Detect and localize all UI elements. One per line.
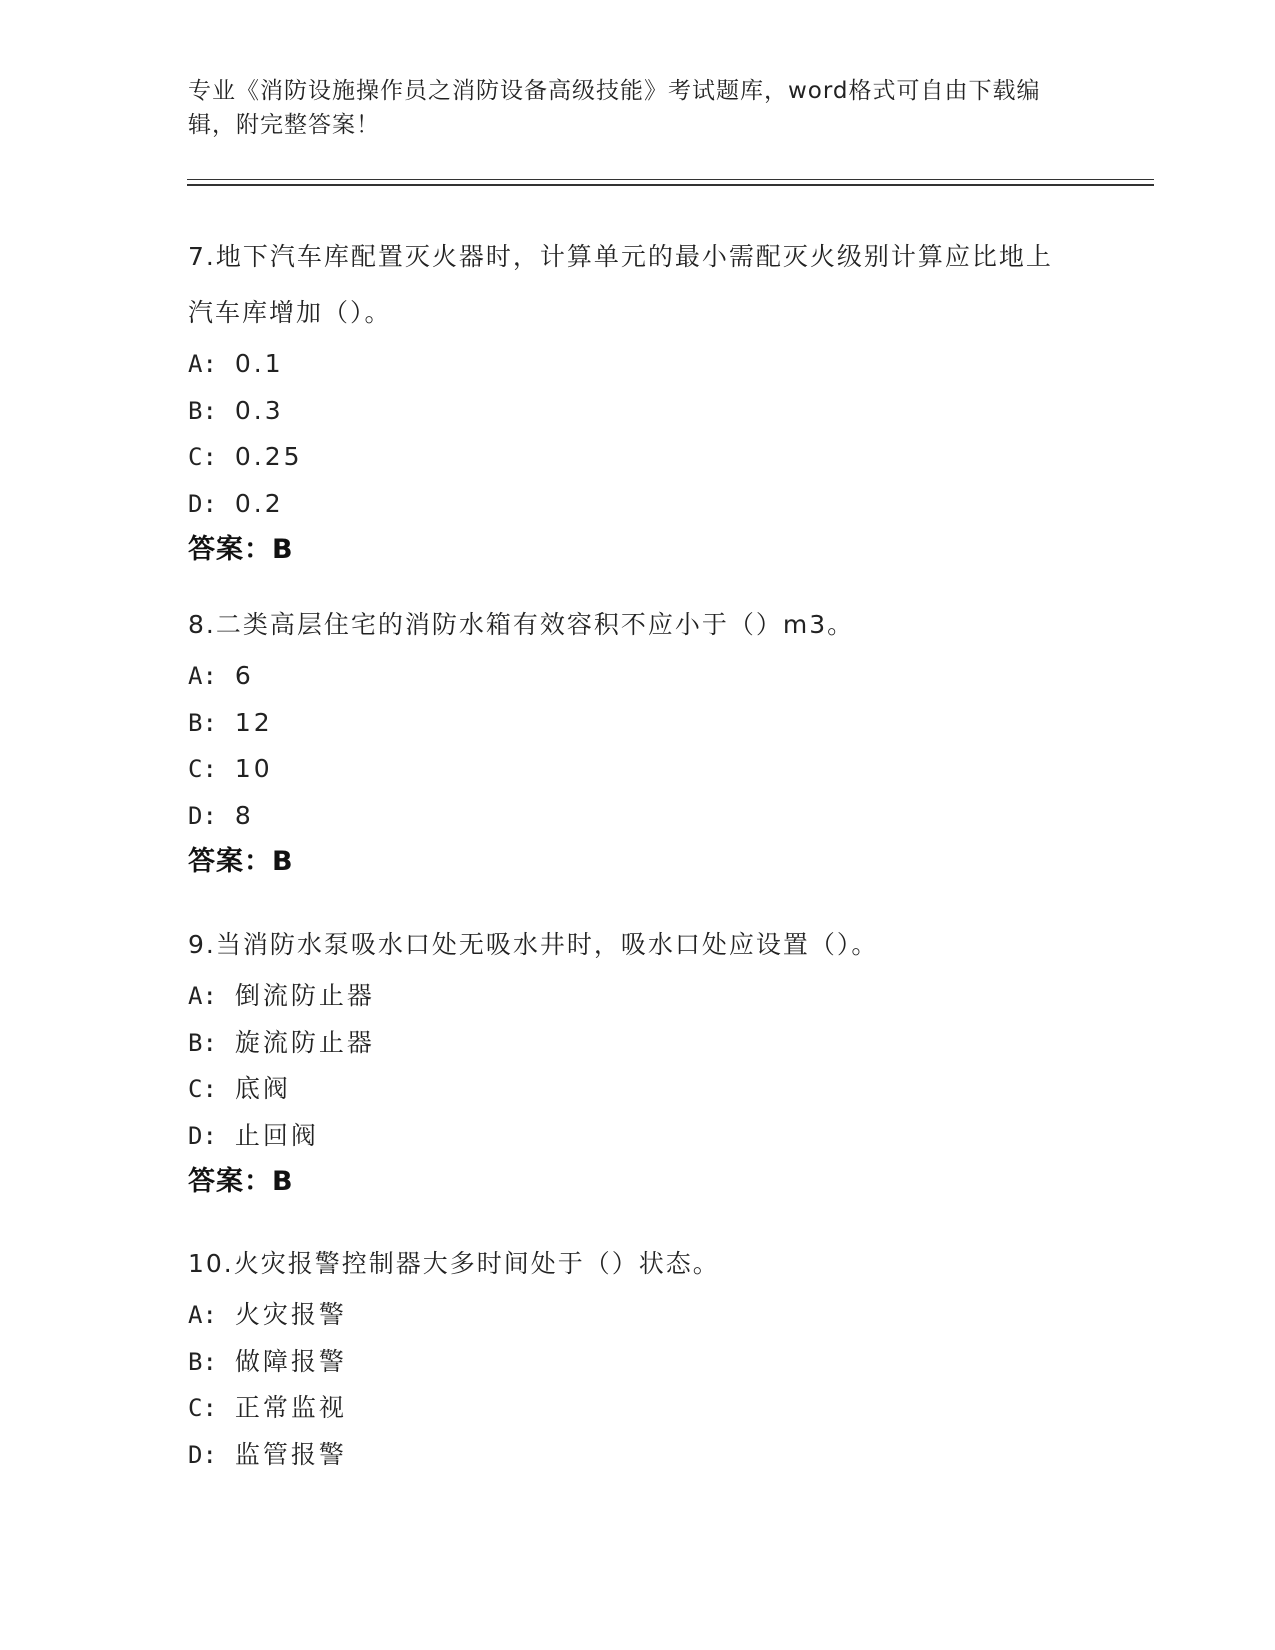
option-text: 做障报警 — [234, 1346, 347, 1376]
option-a — [188, 973, 1068, 1020]
question-stem: 10.火灾报警控制器大多时间处于（）状态。 — [188, 1249, 720, 1278]
option-letter: A: — [188, 662, 217, 690]
option-letter: B: — [188, 1347, 217, 1376]
option-text: 监管报警 — [234, 1439, 347, 1469]
option-d — [188, 481, 1068, 528]
option-letter: C: — [188, 1394, 217, 1422]
option-a — [188, 1292, 1068, 1339]
option-a — [188, 653, 1068, 700]
option-c — [188, 746, 1068, 793]
question-8 — [188, 597, 1068, 885]
option-text: 12 — [234, 707, 273, 737]
document-header: 专业《消防设施操作员之消防设备高级技能》考试题库，word格式可自由下载编辑，附完整答案！ — [188, 78, 1041, 138]
option-letter: D: — [188, 801, 217, 830]
option-c — [188, 1066, 1068, 1113]
option-d — [188, 793, 1068, 840]
option-text: 正常监视 — [234, 1393, 347, 1422]
option-text: 0.1 — [234, 349, 284, 378]
option-letter: D: — [188, 1440, 217, 1469]
option-letter: B: — [188, 708, 217, 737]
option-letter: A: — [188, 1301, 217, 1329]
option-c — [188, 1385, 1068, 1432]
option-d — [188, 1432, 1068, 1479]
option-text: 止回阀 — [234, 1120, 319, 1150]
option-text: 底阀 — [234, 1074, 291, 1103]
answer-line: 答案：B — [188, 846, 294, 877]
answer-line: 答案：B — [188, 534, 294, 565]
header-divider-thin — [187, 179, 1154, 180]
question-7 — [188, 229, 1068, 573]
option-c — [188, 434, 1068, 481]
option-letter: C: — [188, 755, 217, 783]
option-text: 6 — [234, 661, 254, 690]
option-b — [188, 1020, 1068, 1067]
option-text: 旋流防止器 — [234, 1027, 375, 1057]
option-text: 倒流防止器 — [234, 981, 375, 1010]
option-text: 10 — [234, 754, 273, 783]
option-b — [188, 1339, 1068, 1386]
option-letter: A: — [188, 982, 217, 1010]
option-a — [188, 341, 1068, 388]
question-9 — [188, 917, 1068, 1205]
answer-line: 答案：B — [188, 1166, 294, 1197]
question-stem: 9.当消防水泵吸水口处无吸水井时，吸水口处应设置（）。 — [188, 930, 879, 959]
question-stem: 8.二类高层住宅的消防水箱有效容积不应小于（）m3。 — [188, 610, 855, 639]
option-letter: B: — [188, 396, 217, 425]
option-letter: A: — [188, 350, 217, 378]
option-text: 0.3 — [234, 395, 284, 425]
option-letter: C: — [188, 443, 217, 471]
question-10 — [188, 1236, 1068, 1478]
option-letter: C: — [188, 1075, 217, 1103]
header-divider-thick — [187, 184, 1154, 186]
question-stem: 7.地下汽车库配置灭火器时，计算单元的最小需配灭火级别计算应比地上汽车库增加（）。 — [188, 242, 1053, 327]
option-text: 8 — [234, 800, 254, 830]
option-b — [188, 700, 1068, 747]
option-d — [188, 1113, 1068, 1160]
option-letter: B: — [188, 1028, 217, 1057]
option-text: 0.25 — [234, 442, 303, 471]
option-letter: D: — [188, 1121, 217, 1150]
option-text: 0.2 — [234, 488, 284, 518]
option-letter: D: — [188, 489, 217, 518]
option-b — [188, 388, 1068, 435]
option-text: 火灾报警 — [234, 1300, 347, 1329]
